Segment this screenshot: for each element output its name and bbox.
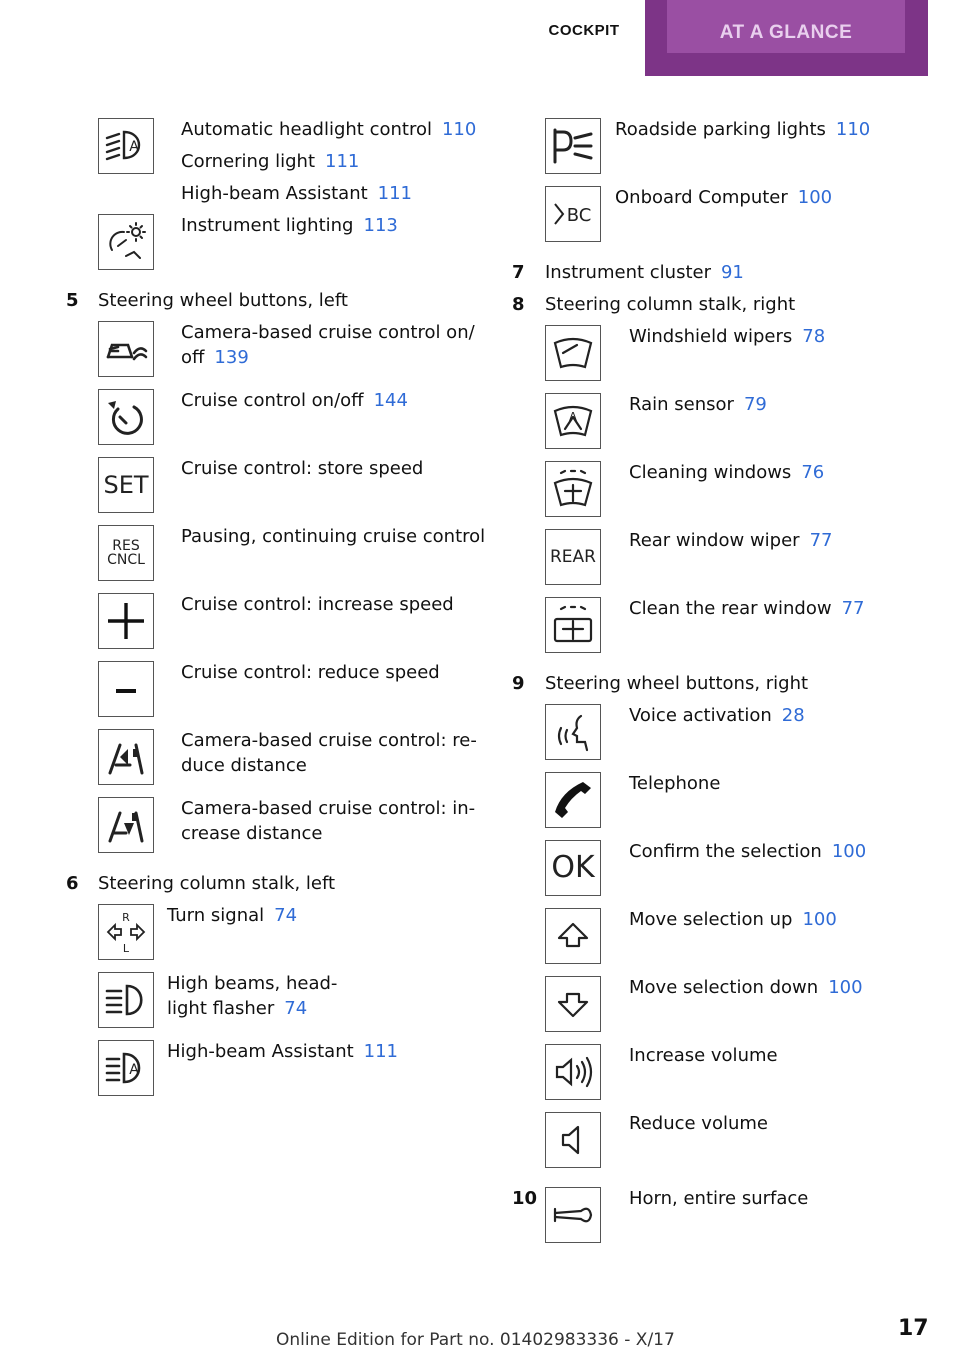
page-ref[interactable]: 77 <box>809 530 833 551</box>
item-confirm-selection[interactable] <box>629 839 866 864</box>
volume-up-icon <box>545 1044 601 1100</box>
arrow-up-icon <box>545 908 601 964</box>
page-ref[interactable]: 100 <box>802 909 837 930</box>
item-label: Turn signal <box>167 905 265 926</box>
section-number: 7 <box>512 262 525 283</box>
icon-text: CNCL <box>107 552 145 568</box>
page-ref[interactable]: 100 <box>797 187 833 208</box>
item-rain-sensor[interactable] <box>629 392 767 417</box>
icon-text-bc: BC <box>566 205 592 226</box>
item-automatic-headlight[interactable] <box>181 117 476 142</box>
page-ref[interactable]: 139 <box>214 347 249 368</box>
phone-icon <box>545 772 601 828</box>
rear-washer-icon <box>545 597 601 653</box>
page-ref[interactable]: 78 <box>802 326 826 347</box>
item-clean-rear-window[interactable] <box>629 596 865 621</box>
onboard-computer-icon <box>545 186 601 242</box>
item-label: Move selection down <box>629 977 819 998</box>
item-label: Cruise control: store speed <box>181 458 424 479</box>
item-label: Instrument lighting <box>181 215 354 236</box>
rear-icon <box>545 529 601 585</box>
item-label: Confirm the selection <box>629 841 822 862</box>
icon-letter-l: L <box>122 942 130 954</box>
icon-text: OK <box>551 850 595 885</box>
item-label: High beams, head- <box>167 973 338 994</box>
plus-icon <box>98 593 154 649</box>
item-label: Cleaning windows <box>629 462 792 483</box>
item-label: Roadside parking lights <box>615 119 826 140</box>
item-label: Cornering light <box>181 151 315 172</box>
section-number: 5 <box>66 290 79 311</box>
item-label: Rear window wiper <box>629 530 800 551</box>
page-ref[interactable]: 111 <box>363 1041 399 1062</box>
item-label: Camera-based cruise control: in- <box>181 798 476 819</box>
item-label-cont: duce distance <box>181 755 307 776</box>
page-ref[interactable]: 100 <box>828 977 863 998</box>
item-label: Onboard Computer <box>615 187 788 208</box>
turn-signal-icon <box>98 904 154 960</box>
item-increase-speed[interactable] <box>181 592 454 617</box>
item-label: Windshield wipers <box>629 326 793 347</box>
item-parking-lights[interactable] <box>615 117 870 142</box>
item-label: Voice activation <box>629 705 772 726</box>
section-number: 6 <box>66 873 79 894</box>
item-pause-continue[interactable] <box>181 524 485 549</box>
washer-icon <box>545 461 601 517</box>
item-label: Rain sensor <box>629 394 734 415</box>
volume-down-icon <box>545 1112 601 1168</box>
section-number: 9 <box>512 673 525 694</box>
item-label: Camera-based cruise control on/ <box>181 322 475 343</box>
item-label: Clean the rear window <box>629 598 832 619</box>
icon-letter-a: A <box>129 1062 139 1078</box>
camera-cruise-icon <box>98 321 154 377</box>
set-icon <box>98 457 154 513</box>
section-number: 8 <box>512 294 525 315</box>
parking-lights-icon <box>545 118 601 174</box>
item-turn-signal[interactable] <box>167 903 297 928</box>
item-label: Move selection up <box>629 909 793 930</box>
horn-icon <box>545 1187 601 1243</box>
page-ref[interactable]: 111 <box>325 151 360 172</box>
page-ref[interactable]: 79 <box>743 394 767 415</box>
page-ref[interactable]: 74 <box>274 905 298 926</box>
item-label: Reduce volume <box>629 1113 768 1134</box>
page-ref[interactable]: 110 <box>835 119 871 140</box>
item-label-cont: off <box>181 347 205 368</box>
voice-icon <box>545 704 601 760</box>
chapter-tab-inner <box>667 0 905 53</box>
arrow-down-icon <box>545 976 601 1032</box>
page-ref[interactable]: 91 <box>720 262 744 283</box>
section-title: Steering wheel buttons, left <box>98 290 348 311</box>
item-cornering-light[interactable] <box>181 149 359 174</box>
item-voice-activation[interactable] <box>629 703 805 728</box>
icon-letter-a: A <box>568 410 578 424</box>
icon-letter-a: A <box>129 139 139 155</box>
page-ref[interactable]: 113 <box>363 215 398 236</box>
icon-text: RES <box>112 538 140 554</box>
item-label-cont: light flasher <box>167 998 275 1019</box>
item-label: Increase volume <box>629 1045 778 1066</box>
item-label: Camera-based cruise control: re- <box>181 730 477 751</box>
item-reduce-distance[interactable] <box>181 728 477 778</box>
item-label: Pausing, continuing cruise control <box>181 526 486 547</box>
page-ref[interactable]: 74 <box>284 998 308 1019</box>
item-label: Cruise control: increase speed <box>181 594 454 615</box>
instrument-lighting-icon <box>98 214 154 270</box>
item-cleaning-windows[interactable] <box>629 460 824 485</box>
item-cruise-onoff[interactable] <box>181 388 408 413</box>
item-camera-cruise-onoff[interactable] <box>181 320 475 370</box>
item-telephone[interactable] <box>629 771 720 796</box>
section-title: Instrument cluster <box>545 262 711 283</box>
item-label-cont: crease distance <box>181 823 323 844</box>
automatic-headlight-icon <box>98 118 154 174</box>
icon-text: SET <box>103 471 149 499</box>
icon-text: REAR <box>550 546 596 567</box>
ok-icon <box>545 840 601 896</box>
item-label: High-beam Assistant <box>181 183 368 204</box>
item-instrument-lighting[interactable] <box>181 213 398 238</box>
page-ref[interactable]: 100 <box>831 841 867 862</box>
item-store-speed[interactable] <box>181 456 423 481</box>
cruise-onoff-icon <box>98 389 154 445</box>
icon-letter-r: R <box>122 911 130 924</box>
item-horn[interactable] <box>629 1186 808 1211</box>
page-ref[interactable]: 28 <box>781 705 805 726</box>
chapter-tab-label: AT A GLANCE <box>719 22 853 43</box>
wiper-icon <box>545 325 601 381</box>
section-label: COCKPIT <box>548 22 620 39</box>
item-label: High-beam Assistant <box>167 1041 354 1062</box>
section-number: 10 <box>512 1188 538 1209</box>
item-move-down[interactable] <box>629 975 863 1000</box>
res-cncl-icon <box>98 525 154 581</box>
page-number: 17 <box>898 1316 929 1341</box>
page-ref[interactable]: 110 <box>441 119 477 140</box>
rain-sensor-icon <box>545 393 601 449</box>
high-beam-assistant-icon <box>98 1040 154 1096</box>
section-title: Steering column stalk, right <box>545 294 796 315</box>
item-rear-wiper[interactable] <box>629 528 832 553</box>
item-reduce-speed[interactable] <box>181 660 440 685</box>
item-label: Horn, entire surface <box>629 1188 809 1209</box>
increase-distance-icon <box>98 797 154 853</box>
item-label: Cruise control: reduce speed <box>181 662 440 683</box>
page-ref[interactable]: 144 <box>373 390 408 411</box>
item-windshield-wipers[interactable] <box>629 324 825 349</box>
section-title: Steering column stalk, left <box>98 873 336 894</box>
item-label: Telephone <box>629 773 721 794</box>
item-increase-volume[interactable] <box>629 1043 778 1068</box>
item-onboard-computer[interactable] <box>615 185 832 210</box>
item-increase-distance[interactable] <box>181 796 475 846</box>
item-move-up[interactable] <box>629 907 837 932</box>
reduce-distance-icon <box>98 729 154 785</box>
item-instrument-cluster[interactable] <box>545 260 744 285</box>
footer-edition: Online Edition for Part no. 01402983336 - X/17 <box>276 1330 675 1350</box>
section-title: Steering wheel buttons, right <box>545 673 809 694</box>
page-ref[interactable]: 111 <box>377 183 413 204</box>
chapter-tab[interactable] <box>645 0 928 76</box>
page-ref[interactable]: 77 <box>841 598 865 619</box>
item-reduce-volume[interactable] <box>629 1111 768 1136</box>
item-high-beam-assistant[interactable] <box>181 181 412 206</box>
item-high-beam-assistant-2[interactable] <box>167 1039 398 1064</box>
page-ref[interactable]: 76 <box>801 462 825 483</box>
item-label: Cruise control on/off <box>181 390 364 411</box>
high-beam-icon <box>98 972 154 1028</box>
item-high-beams-flasher[interactable] <box>167 971 337 1021</box>
minus-icon <box>98 661 154 717</box>
item-label: Automatic headlight control <box>181 119 432 140</box>
